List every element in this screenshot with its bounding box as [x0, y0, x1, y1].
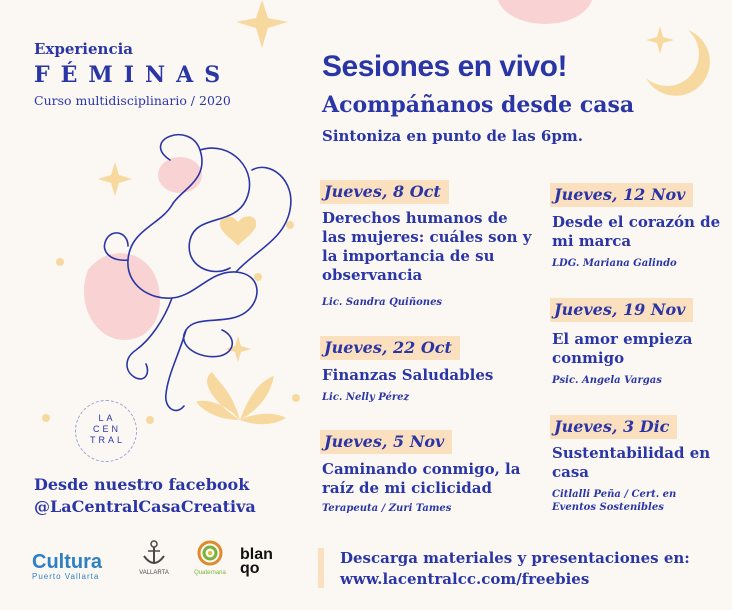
session-title: Caminando conmigo, la raíz de mi ciclicidad [322, 460, 521, 497]
session-date: Jueves, 5 Nov [320, 430, 452, 454]
download-link[interactable]: www.lacentralcc.com/freebies [340, 570, 590, 588]
session-speaker: Psic. Angela Vargas [552, 375, 662, 386]
brand-name: FÉMINAS [34, 62, 232, 88]
dot [42, 414, 50, 422]
download-accent-bar [318, 548, 324, 588]
download-text: Descarga materiales y presentaciones en: [340, 549, 690, 567]
moon-icon [41, 148, 118, 237]
spiral-icon [197, 540, 223, 566]
session-date: Jueves, 22 Oct [320, 336, 460, 360]
dot [292, 394, 300, 402]
session-title: Sustentabilidad en casa [552, 444, 711, 481]
session-title: El amor empieza conmigo [552, 330, 693, 367]
session-title: Desde el corazón de mi marca [552, 213, 721, 250]
dot [56, 258, 64, 266]
facebook-handle[interactable]: @LaCentralCasaCreativa [34, 497, 256, 516]
pink-blob [84, 253, 160, 340]
la-central-stamp [75, 400, 137, 462]
quaternaria-logo-text: Quaternaria [194, 570, 226, 576]
cultura-logo [32, 552, 102, 581]
session-speaker: Citlalli Peña / Cert. en Eventos Sostenibles [552, 489, 677, 513]
cultura-logo-sub: Puerto Vallarta [32, 572, 100, 581]
leaf-icon [196, 372, 286, 424]
stamp-text: LA CEN TRAL [90, 413, 126, 445]
vallarta-logo [137, 540, 171, 576]
anchor-icon [142, 540, 166, 566]
session-speaker: Lic. Nelly Pérez [322, 392, 410, 403]
session-date: Jueves, 3 Dic [550, 415, 677, 439]
heart-icon [220, 216, 256, 246]
session-speaker: Lic. Sandra Quiñones [322, 297, 443, 308]
vallarta-logo-text: VALLARTA [139, 570, 169, 576]
session-title: Finanzas Saludables [322, 366, 494, 384]
session-date: Jueves, 19 Nov [550, 298, 693, 322]
session-date: Jueves, 12 Nov [550, 183, 693, 207]
quaternaria-logo [188, 540, 232, 576]
session-date: Jueves, 8 Oct [320, 180, 449, 204]
session-speaker: LDG. Mariana Galindo [552, 258, 677, 269]
cultura-logo-text: Cultura [32, 551, 102, 573]
star-icon [236, 0, 288, 48]
dot [254, 273, 262, 281]
facebook-intro: Desde nuestro facebook [34, 475, 250, 494]
pink-blob [158, 157, 202, 193]
star-icon [646, 26, 674, 54]
session-speaker: Terapeuta / Zuri Tames [322, 503, 452, 514]
page-title: Sesiones en vivo! [322, 50, 567, 83]
star-icon [225, 336, 251, 362]
brand-line1: Experiencia [34, 40, 134, 58]
pink-blob [497, 0, 593, 24]
session-title: Derechos humanos de las mujeres: cuáles son y la importancia de su observancia [322, 209, 532, 284]
brand-course: Curso multidisciplinario / 2020 [34, 93, 231, 108]
dot [146, 416, 154, 424]
blanqo-logo: blanqo [240, 546, 273, 577]
page-subtitle: Acompáñanos desde casa [322, 92, 635, 118]
dot [286, 221, 294, 229]
tune-in-text: Sintoniza en punto de las 6pm. [322, 127, 583, 145]
star-icon [98, 162, 132, 196]
